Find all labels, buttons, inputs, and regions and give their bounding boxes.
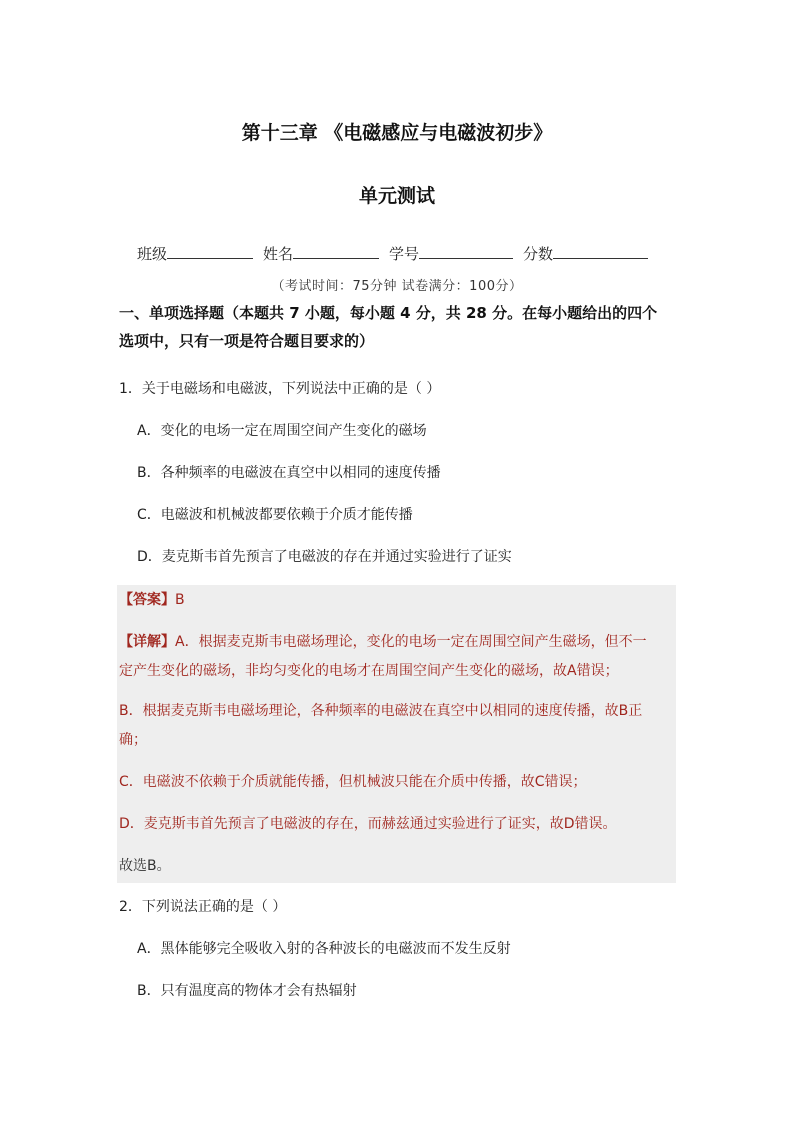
- page-title: 第十三章 《电磁感应与电磁波初步》: [241, 122, 553, 144]
- detail-text-1: A．根据麦克斯韦电磁场理论，变化的电场一定在周围空间产生磁场，但不一: [175, 634, 647, 650]
- name-label: 姓名: [263, 245, 294, 263]
- question-1-stem: 1．关于电磁场和电磁波，下列说法中正确的是（ ）: [119, 381, 441, 397]
- name-blank[interactable]: [293, 244, 379, 259]
- student-info-row: [137, 243, 648, 264]
- detail-line-1: [119, 631, 647, 651]
- question-1-option-d: D．麦克斯韦首先预言了电磁波的存在并通过实验进行了证实: [137, 549, 512, 565]
- question-2-stem: 2．下列说法正确的是（ ）: [119, 899, 287, 915]
- detail-line-4: 确；: [119, 732, 147, 748]
- question-2-option-b: B．只有温度高的物体才会有热辐射: [137, 983, 357, 999]
- class-label: 班级: [137, 245, 168, 263]
- page-subtitle: 单元测试: [358, 185, 435, 207]
- section-heading-line1: 一、单项选择题（本题共 7 小题，每小题 4 分，共 28 分。在每小题给出的四个: [119, 304, 658, 322]
- section-heading-line2: 选项中，只有一项是符合题目要求的）: [119, 332, 375, 350]
- class-blank[interactable]: [167, 244, 253, 259]
- detail-line-6: D．麦克斯韦首先预言了电磁波的存在，而赫兹通过实验进行了证实，故D错误。: [119, 816, 617, 832]
- detail-conclusion: 故选B。: [119, 858, 171, 874]
- question-1-option-b: B．各种频率的电磁波在真空中以相同的速度传播: [137, 465, 441, 481]
- exam-time-note: （考试时间：75分钟 试卷满分：100分）: [271, 279, 523, 294]
- detail-line-5: C．电磁波不依赖于介质就能传播，但机械波只能在介质中传播，故C错误；: [119, 774, 587, 790]
- score-label: 分数: [523, 245, 554, 263]
- id-label: 学号: [389, 245, 420, 263]
- question-2-option-a: A．黑体能够完全吸收入射的各种波长的电磁波而不发生反射: [137, 941, 511, 957]
- id-blank[interactable]: [419, 244, 513, 259]
- answer-panel: [117, 585, 676, 883]
- score-blank[interactable]: [553, 244, 648, 259]
- detail-line-3: B．根据麦克斯韦电磁场理论，各种频率的电磁波在真空中以相同的速度传播，故B正: [119, 703, 643, 719]
- answer-line: [119, 589, 185, 609]
- section-heading: [119, 299, 679, 355]
- detail-tag: 【详解】: [119, 634, 175, 650]
- answer-tag: 【答案】: [119, 592, 175, 608]
- question-1-option-a: A．变化的电场一定在周围空间产生变化的磁场: [137, 423, 427, 439]
- detail-line-2: 定产生变化的磁场，非均匀变化的电场才在周围空间产生变化的磁场，故A错误；: [119, 663, 619, 679]
- answer-value: B: [175, 592, 185, 608]
- question-1-option-c: C．电磁波和机械波都要依赖于介质才能传播: [137, 507, 413, 523]
